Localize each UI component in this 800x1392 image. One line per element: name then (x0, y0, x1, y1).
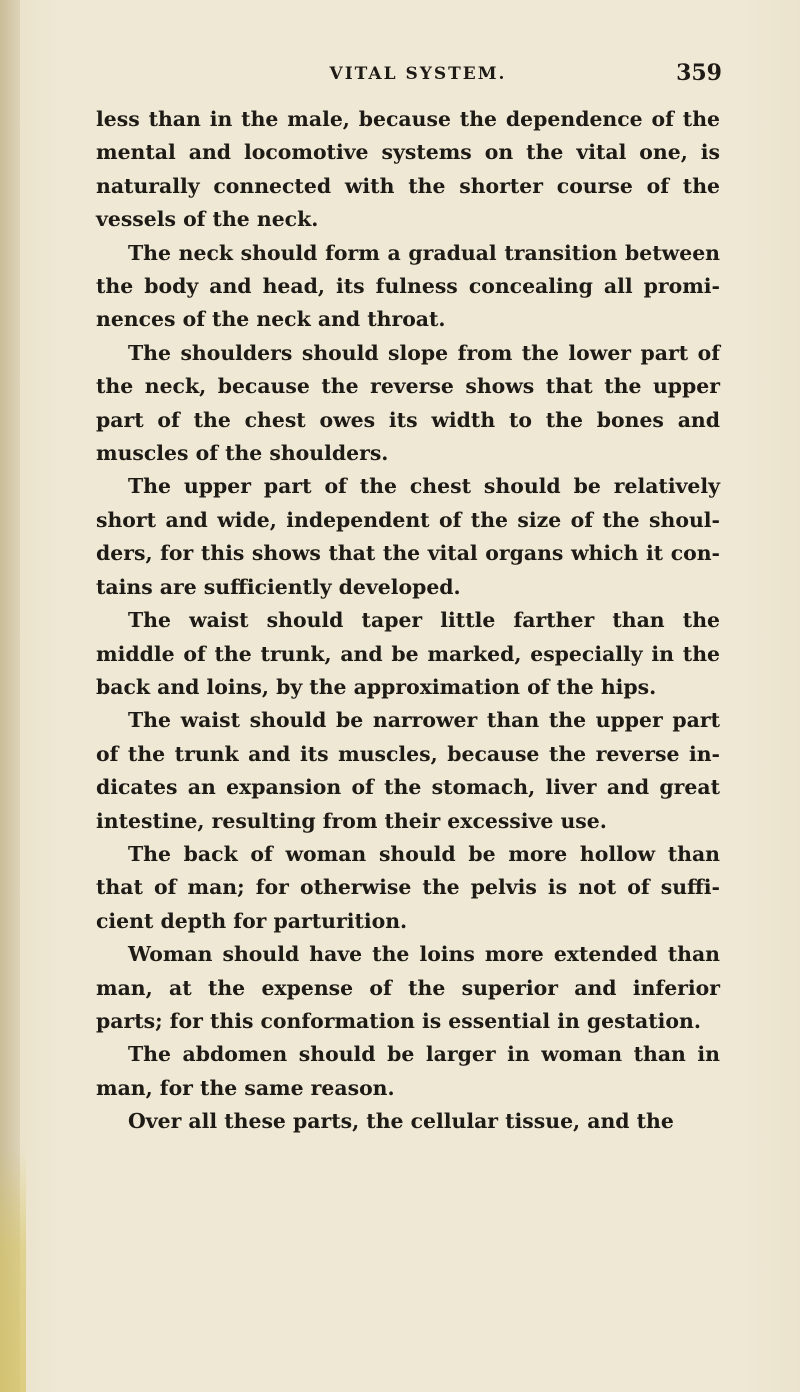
paragraph: Woman should have the loins more extended than man, at the expense of the superior and inferior parts; for this conformation is essential in gestation. (96, 942, 720, 1033)
running-head (114, 58, 722, 90)
page-number: 359 (676, 60, 722, 86)
paragraph: The shoulders should slope from the lower part of the neck, because the reverse shows that the upper part of the chest owes its width to the bones and muscles of the shoulders. (96, 340, 720, 466)
paragraph: The waist should taper little farther than the middle of the trunk, and be marked, especially in the back and loins, by the approximation of the hips. (96, 608, 720, 699)
body-text (96, 103, 720, 1139)
paper-stain (0, 1150, 26, 1392)
paragraph: The upper part of the chest should be relatively short and wide, independent of the size of the shoul-ders, for this shows that the vital organs which it con-tains are sufficiently developed. (96, 474, 720, 599)
paragraph: The waist should be narrower than the upper part of the trunk and its muscles, because the reverse in-dicates an expansion of the stomach, liver and great intestine, resulting from their excessive use. (96, 708, 720, 833)
paragraph: The abdomen should be larger in woman than in man, for the same reason. (96, 1042, 720, 1100)
paragraph: The back of woman should be more hollow than that of man; for otherwise the pelvis is not of suffi-cient depth for parturition. (96, 841, 720, 933)
paragraph: Over all these parts, the cellular tissue, and the (128, 1109, 674, 1134)
header-title: VITAL SYSTEM. (329, 64, 507, 84)
paragraph: The neck should form a gradual transition between the body and head, its fulness concealing all promi-nences of the neck and throat. (96, 240, 720, 332)
paragraph: less than in the male, because the dependence of the mental and locomotive systems on the vital one, is naturally connected with the shorter course of the vessels of the neck. (96, 107, 720, 232)
